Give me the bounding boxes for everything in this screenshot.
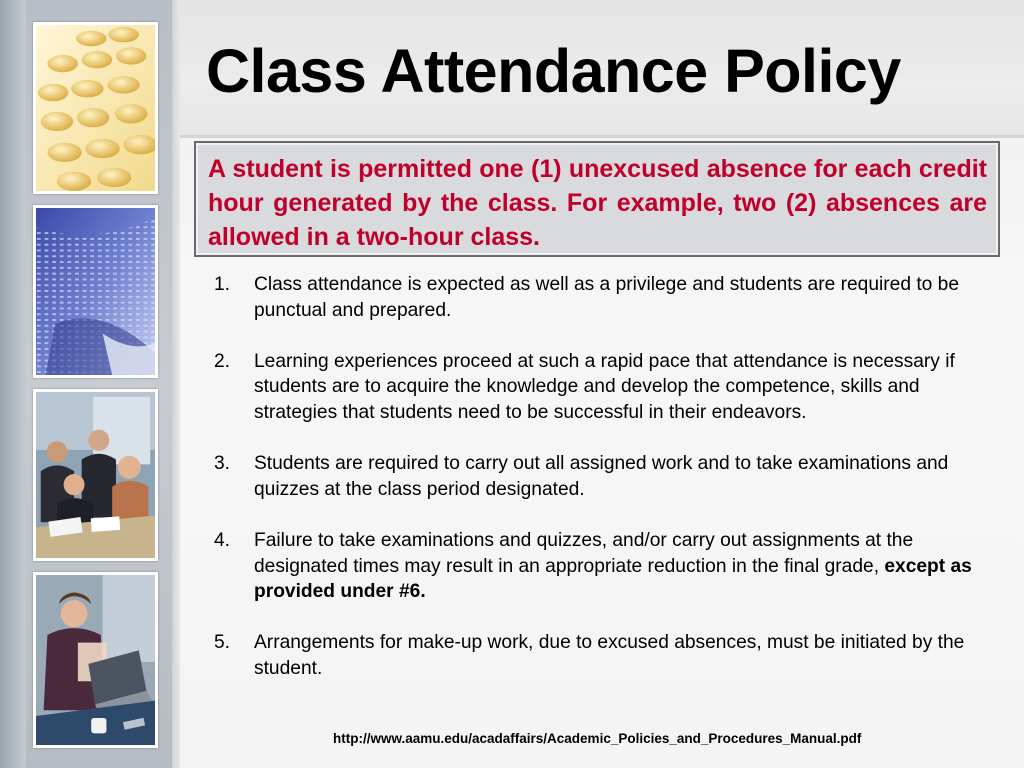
rule-item [214, 451, 994, 502]
photo-column-edge [172, 0, 180, 768]
left-decorative-rail [0, 0, 26, 768]
rule-item [214, 630, 994, 681]
rule-number: 3. [214, 453, 231, 475]
rule-item [214, 349, 994, 426]
calculator-photo [33, 22, 158, 194]
spreadsheet-photo [33, 205, 158, 378]
rule-text: Arrangements for make-up work, due to excused absences, must be initiated by the student. [254, 632, 965, 679]
rule-emphasis: except as provided under #6. [254, 555, 972, 603]
attendance-rules-list [214, 272, 994, 707]
rule-item [214, 272, 994, 323]
rule-number: 5. [214, 632, 231, 654]
policy-callout-text: A student is permitted one (1) unexcused absence for each credit hour generated by the class. For example, two (2) absences are allowed in a two-hour class. [208, 155, 987, 251]
rule-number: 1. [214, 274, 231, 295]
policy-callout-box [194, 141, 1000, 257]
page-title: Class Attendance Policy [206, 37, 901, 105]
rule-text: Class attendance is expected as well as a privilege and students are required to be punctual and prepared. [254, 274, 960, 321]
rule-text: Students are required to carry out all assigned work and to take examinations and quizzes at the class period designated. [254, 453, 949, 500]
rule-text: Failure to take examinations and quizzes, and/or carry out assignments at the designated times may result in an appropriate reduction in the final grade, [254, 529, 914, 577]
source-url-link[interactable]: http://www.aamu.edu/acadaffairs/Academic_Policies_and_Procedures_Manual.pdf [333, 731, 862, 746]
business-meeting-photo [33, 389, 158, 561]
rule-item [214, 528, 994, 605]
woman-at-laptop-photo [33, 572, 158, 748]
rule-text: Learning experiences proceed at such a rapid pace that attendance is necessary if students are to acquire the knowledge and develop the competence, skills and strategies that students need to be successful in their endeavors. [254, 350, 955, 423]
rule-number: 2. [214, 350, 231, 372]
rule-number: 4. [214, 529, 231, 551]
